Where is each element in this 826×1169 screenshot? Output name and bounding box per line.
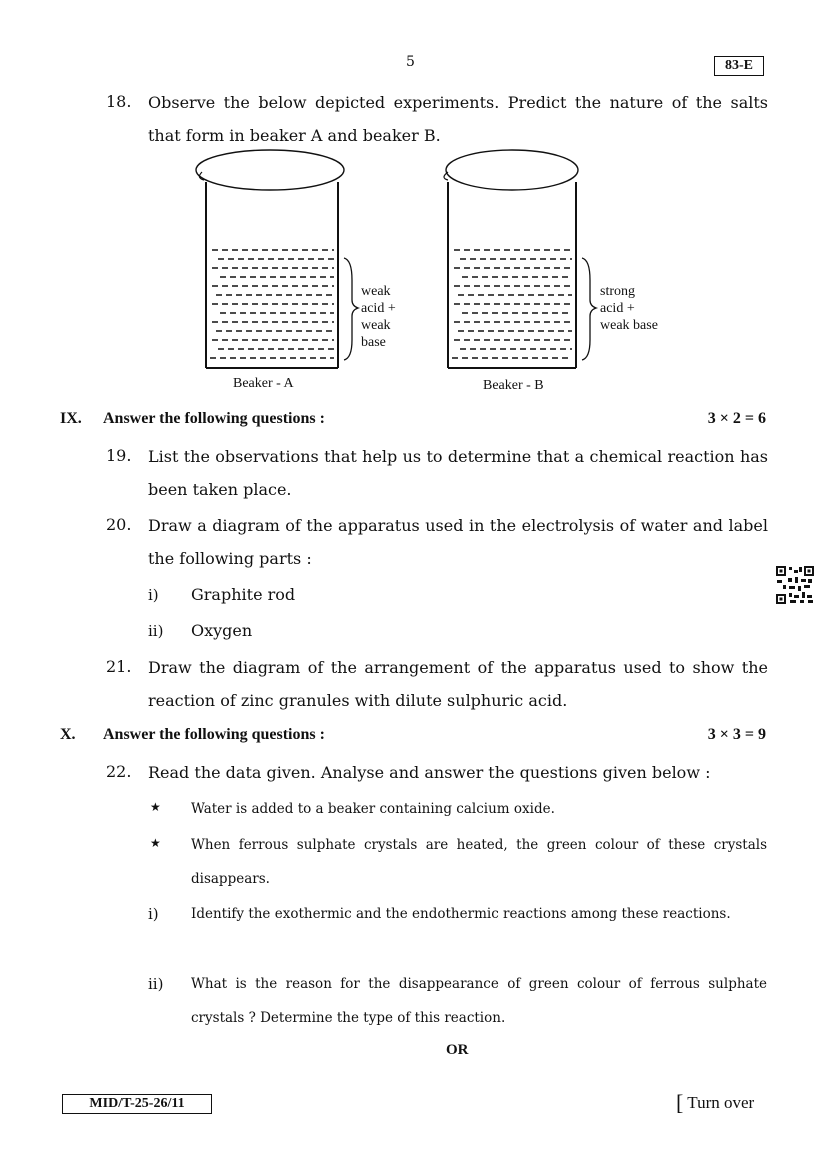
bullet-text: Water is added to a beaker containing calcium oxide. [191,801,555,817]
beaker-a-contents [361,283,396,351]
star-bullet-icon: ★ [150,836,161,850]
beaker-b-label: Beaker - B [483,378,544,393]
question-text: Draw the diagram of the arrangement of the apparatus used to show the reaction of zinc granules with dilute sulphuric acid. [148,658,768,710]
question-text: Draw a diagram of the apparatus used in the electrolysis of water and label the following parts : [148,516,768,568]
beaker-b-contents [600,283,658,334]
section-marks: 3 × 2 = 6 [707,410,766,427]
part-text: Oxygen [191,621,253,640]
turn-over-text: Turn over [687,1093,755,1112]
turn-over-bracket: [ [676,1090,684,1115]
subquestion-text: What is the reason for the disappearance of green colour of ferrous sulphate crystals ? Determine the type of this reaction. [191,976,767,1026]
subquestion-text: Identify the exothermic and the endothermic reactions among these reactions. [191,906,731,922]
turn-over-note [676,1090,754,1116]
part-text: Graphite rod [191,585,296,604]
bullet-text: When ferrous sulphate crystals are heated, the green colour of these crystals disappears. [191,837,767,887]
question-text: Read the data given. Analyse and answer the questions given below : [148,763,711,782]
subquestion-label: i) [148,905,159,923]
qr-code-image [776,566,814,604]
beaker-a-content-line: base [361,335,386,350]
beaker-b-content-line: weak base [600,318,658,333]
paper-code: 83-E [714,56,764,76]
question-number: 18. [106,92,132,111]
section-number: X. [60,726,76,743]
part-label: i) [148,586,159,604]
beaker-a-content-line: weak [361,284,391,299]
question-number: 20. [106,515,132,534]
star-bullet-icon: ★ [150,800,161,814]
beaker-a-content-line: weak [361,318,391,333]
or-separator: OR [446,1042,469,1058]
section-marks: 3 × 3 = 9 [707,726,766,743]
question-number: 21. [106,657,132,676]
beaker-b-content-line: strong [600,284,635,299]
page-number: 5 [406,54,415,70]
section-number: IX. [60,410,82,427]
beaker-b-content-line: acid + [600,301,635,316]
part-label: ii) [148,622,164,640]
beaker-a-label: Beaker - A [233,376,294,391]
subquestion-label: ii) [148,975,164,993]
footer-code: MID/T-25-26/11 [62,1094,212,1114]
question-number: 22. [106,762,132,781]
section-title: Answer the following questions : [103,410,325,427]
question-number: 19. [106,446,132,465]
beaker-a [196,150,358,368]
question-text: List the observations that help us to determine that a chemical reaction has been taken place. [148,447,768,499]
beakers-diagram [190,140,710,402]
beaker-b [444,150,596,368]
beaker-a-content-line: acid + [361,301,396,316]
question-text: Observe the below depicted experiments. Predict the nature of the salts that form in beaker A and beaker B. [148,93,768,145]
section-title: Answer the following questions : [103,726,325,743]
